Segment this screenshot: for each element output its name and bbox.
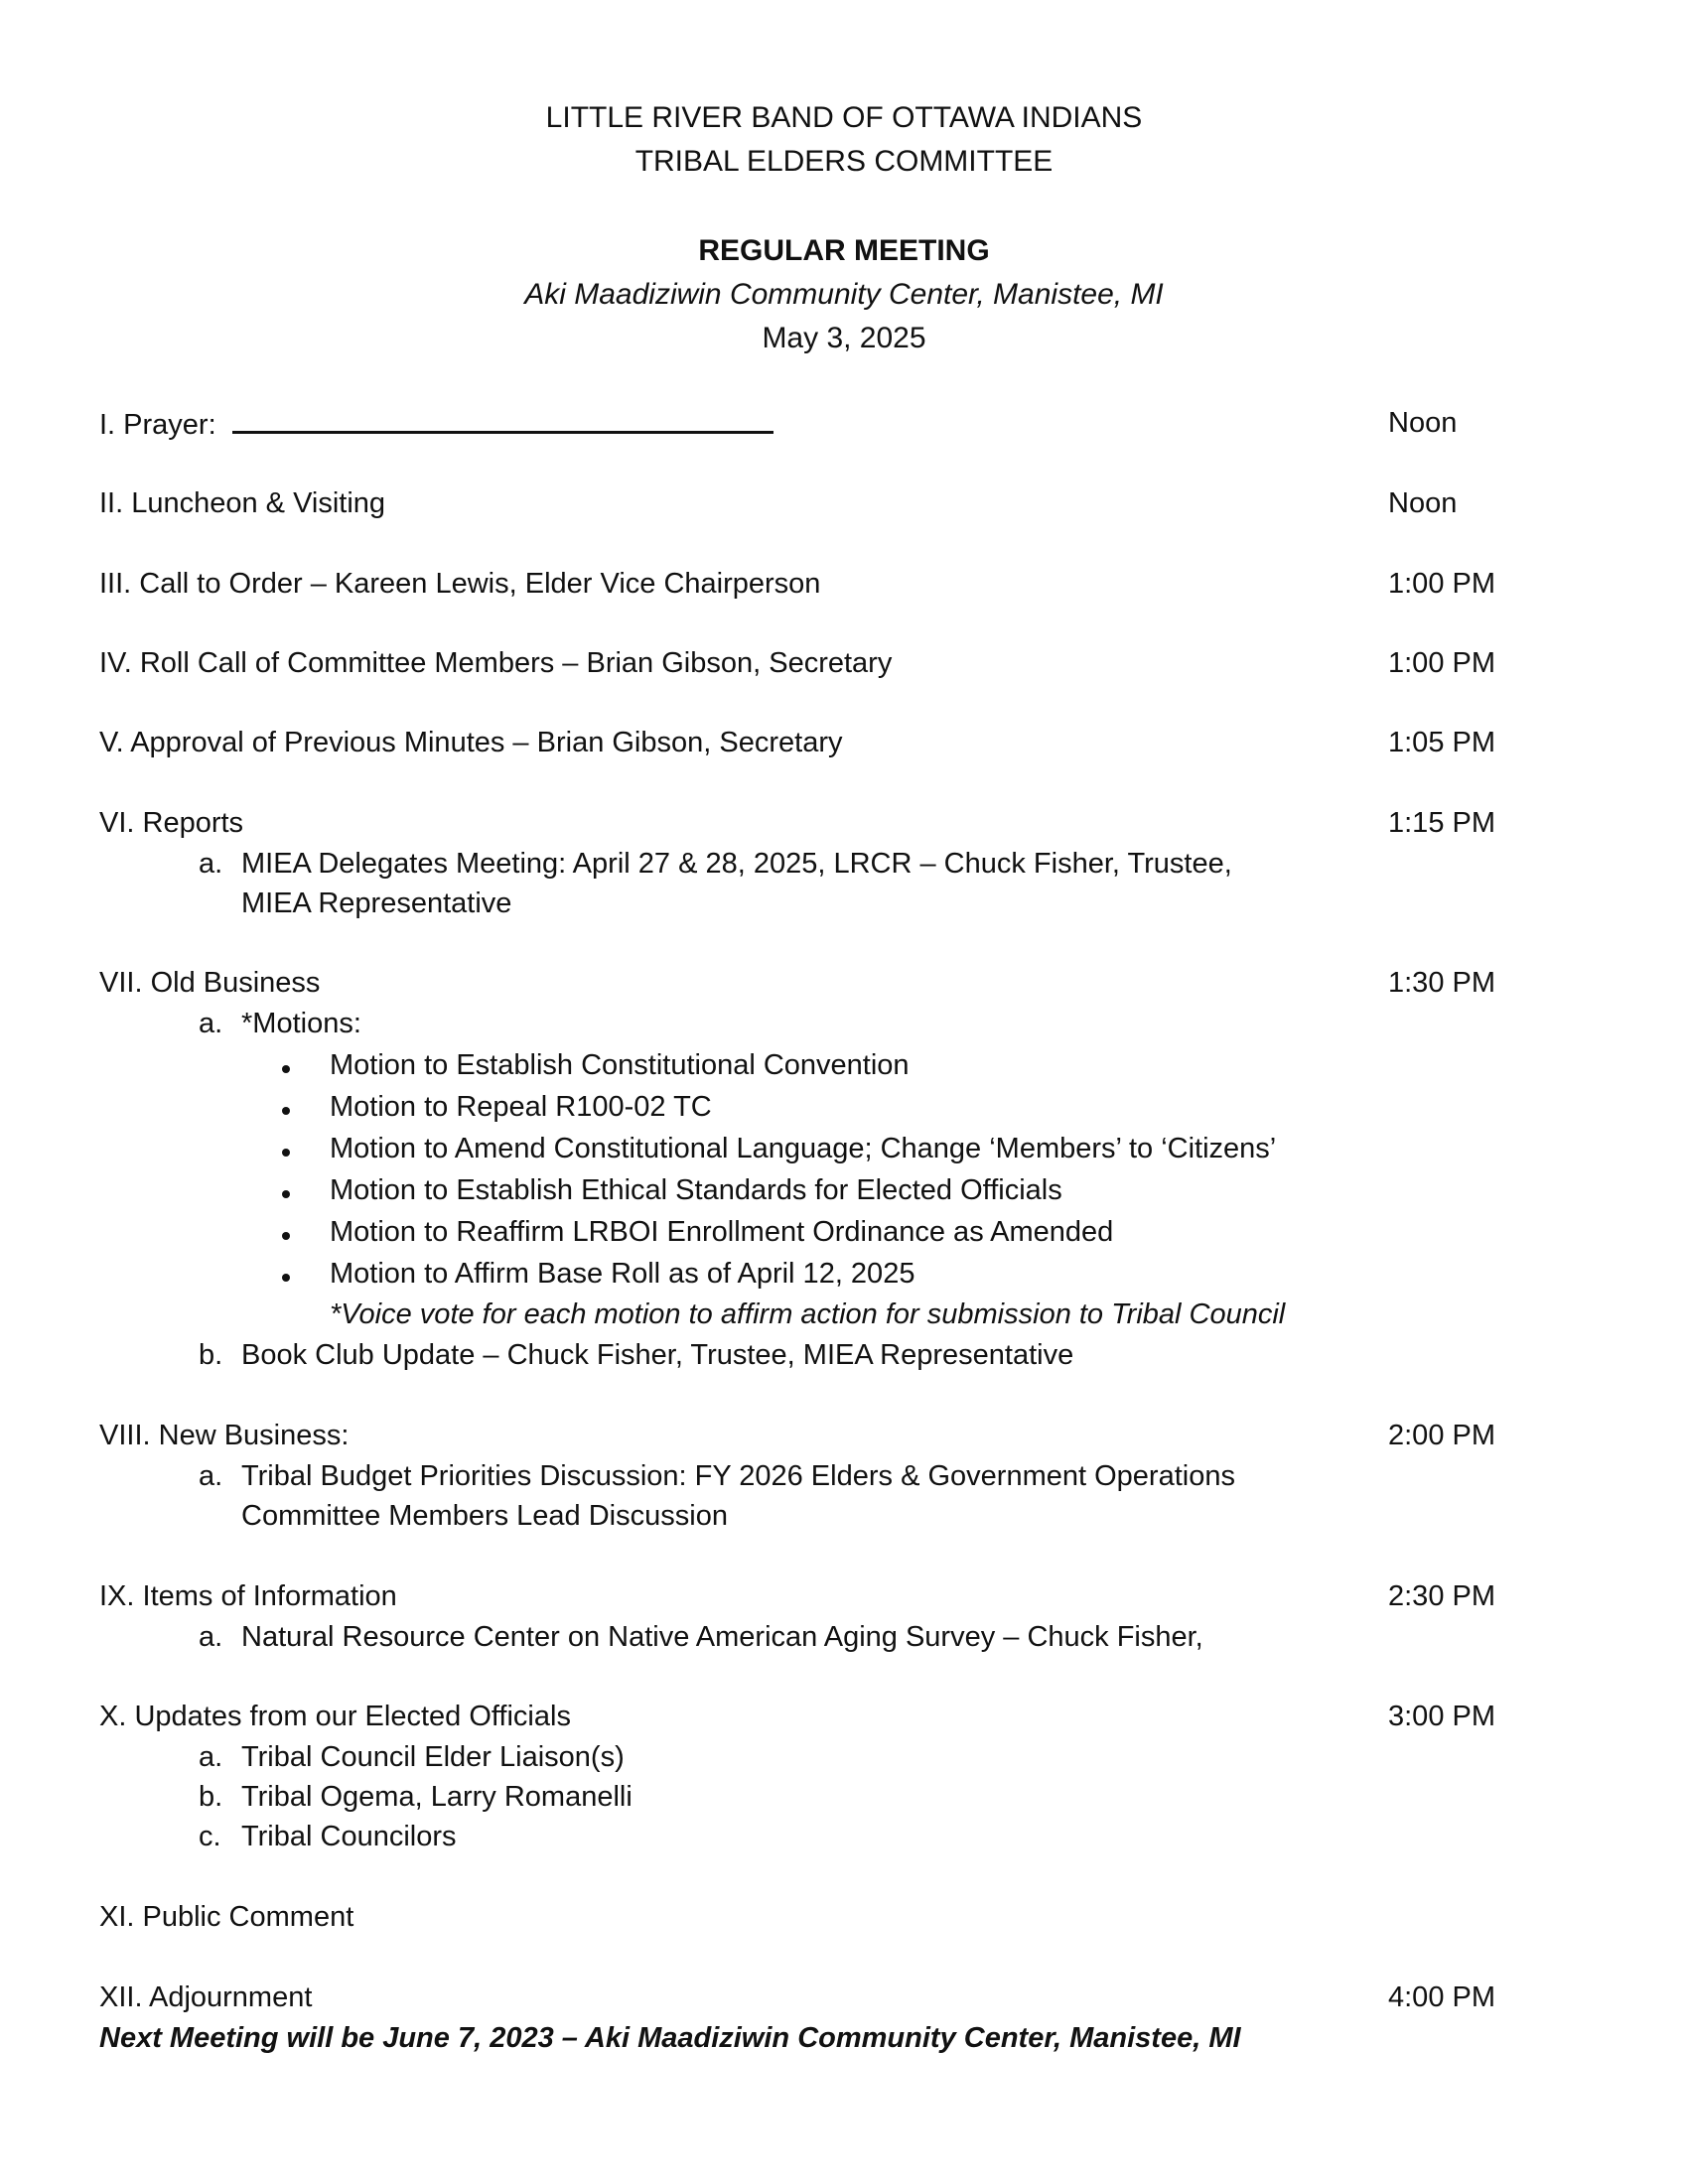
agenda-item-elected-officials: X. Updates from our Elected Officials [99, 1701, 571, 1732]
motion-note: *Voice vote for each motion to affirm action for submission to Tribal Council [330, 1298, 1286, 1330]
sub-item-marker: a. [199, 848, 223, 880]
committee-name: TRIBAL ELDERS COMMITTEE [634, 145, 1054, 178]
agenda-time: 1:00 PM [1388, 647, 1495, 679]
agenda-time: Noon [1388, 487, 1458, 519]
agenda-time: 1:05 PM [1388, 727, 1495, 758]
agenda-time: 1:00 PM [1388, 568, 1495, 600]
meeting-date: May 3, 2025 [762, 322, 926, 354]
bullet-icon [282, 1274, 290, 1282]
sub-item-text-continued: MIEA Representative [241, 887, 512, 919]
sub-item-text: Tribal Budget Priorities Discussion: FY 2026 Elders & Government Operations [241, 1460, 1235, 1492]
bullet-icon [282, 1107, 290, 1115]
motion-item: Motion to Amend Constitutional Language; Change ‘Members’ to ‘Citizens’ [330, 1133, 1277, 1164]
agenda-time: 2:00 PM [1388, 1420, 1495, 1451]
next-meeting-note: Next Meeting will be June 7, 2023 – Aki Maadiziwin Community Center, Manistee, MI [99, 2022, 1241, 2054]
bullet-icon [282, 1149, 290, 1157]
motion-item: Motion to Reaffirm LRBOI Enrollment Ordinance as Amended [330, 1216, 1114, 1248]
motion-item: Motion to Establish Ethical Standards for Elected Officials [330, 1174, 1062, 1206]
agenda-time: 1:15 PM [1388, 807, 1495, 839]
sub-item-marker: a. [199, 1621, 223, 1653]
agenda-time: 2:30 PM [1388, 1580, 1495, 1612]
sub-item-marker: a. [199, 1741, 223, 1773]
agenda-time: 4:00 PM [1388, 1981, 1495, 2013]
bullet-icon [282, 1232, 290, 1240]
agenda-item-approval-minutes: V. Approval of Previous Minutes – Brian Gibson, Secretary [99, 727, 843, 758]
bullet-icon [282, 1065, 290, 1073]
sub-item-marker: a. [199, 1460, 223, 1492]
meeting-location: Aki Maadiziwin Community Center, Manistee, MI [524, 278, 1164, 311]
sub-item-text: Tribal Council Elder Liaison(s) [241, 1741, 625, 1773]
agenda-item-reports: VI. Reports [99, 807, 244, 839]
sub-item-text: Book Club Update – Chuck Fisher, Trustee, MIEA Representative [241, 1339, 1074, 1371]
agenda-item-call-to-order: III. Call to Order – Kareen Lewis, Elder Vice Chairperson [99, 568, 821, 600]
motion-item: Motion to Repeal R100-02 TC [330, 1091, 712, 1123]
sub-item-text: *Motions: [241, 1008, 361, 1039]
sub-item-marker: b. [199, 1781, 223, 1813]
sub-item-marker: c. [199, 1821, 221, 1852]
motion-item: Motion to Establish Constitutional Convention [330, 1049, 910, 1081]
sub-item-text: MIEA Delegates Meeting: April 27 & 28, 2025, LRCR – Chuck Fisher, Trustee, [241, 848, 1232, 880]
sub-item-text: Tribal Ogema, Larry Romanelli [241, 1781, 633, 1813]
agenda-item-prayer [99, 405, 774, 443]
agenda-time: 3:00 PM [1388, 1701, 1495, 1732]
sub-item-marker: b. [199, 1339, 223, 1371]
agenda-time: 1:30 PM [1388, 967, 1495, 999]
agenda-item-adjournment: XII. Adjournment [99, 1981, 313, 2013]
meeting-type: REGULAR MEETING [698, 234, 990, 267]
agenda-item-label: I. Prayer: [99, 409, 216, 441]
agenda-item-new-business: VIII. New Business: [99, 1420, 350, 1451]
bullet-icon [282, 1190, 290, 1198]
agenda-item-information: IX. Items of Information [99, 1580, 397, 1612]
prayer-blank-line [232, 405, 774, 434]
agenda-time: Noon [1388, 407, 1458, 439]
motion-item: Motion to Affirm Base Roll as of April 12, 2025 [330, 1258, 915, 1290]
agenda-item-public-comment: XI. Public Comment [99, 1901, 354, 1933]
org-name: LITTLE RIVER BAND OF OTTAWA INDIANS [545, 101, 1143, 134]
sub-item-text: Tribal Councilors [241, 1821, 457, 1852]
sub-item-text-continued: Committee Members Lead Discussion [241, 1500, 728, 1532]
agenda-item-luncheon: II. Luncheon & Visiting [99, 487, 386, 519]
sub-item-marker: a. [199, 1008, 223, 1039]
sub-item-text: Natural Resource Center on Native American Aging Survey – Chuck Fisher, [241, 1621, 1203, 1653]
agenda-item-old-business: VII. Old Business [99, 967, 321, 999]
agenda-item-roll-call: IV. Roll Call of Committee Members – Brian Gibson, Secretary [99, 647, 893, 679]
